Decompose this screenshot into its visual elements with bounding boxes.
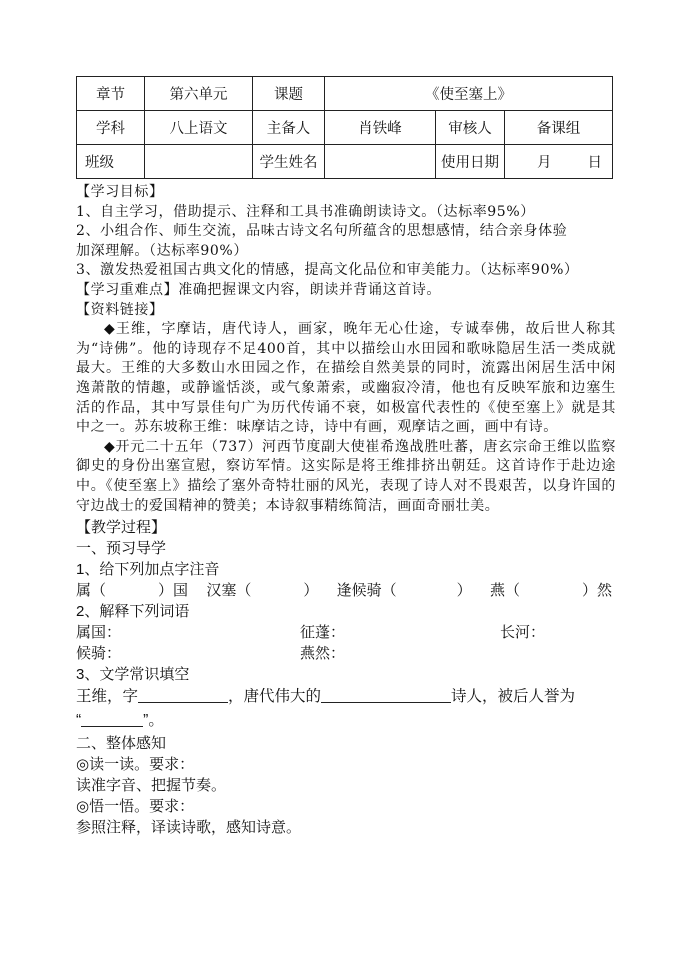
resource-paragraph-1: ◆王维，字摩诘，唐代诗人，画家，晚年无心仕途，专诚奉佛，故后世人称其为“诗佛”。他的诗现存不足400首，其中以描绘山水田园和歌咏隐居生活一类成就最大。王维的大多数山水田园之作，在描绘自然美景的同时，流露出闲居生活中闲逸萧散的情趣，或静谧恬淡，或气象萧索，或幽寂冷清，他也有反映军旅和边塞生活的作品，其中写景佳句广为历代传诵不衰，如极富代表性的《使至塞上》就是其中之一。苏东坡称王维：味摩诘之诗，诗中有画，观摩诘之画，画中有诗。 [76,321,616,436]
lesson-title: 《使至塞上》 [325,77,613,111]
literature-fill-line-1: 王维，字 ，唐代伟大的 诗人，被后人誉为 [76,688,576,706]
goals-heading: 【学习目标】 [76,184,164,200]
chapter-label: 章节 [77,77,145,111]
question-1-title: 1、给下列加点字注音 [76,561,220,579]
resource-paragraph-2: ◆开元二十五年（737）河西节度副大使崔希逸战胜吐蕃，唐玄宗命王维以监察御史的身份出塞宣慰，察访军情。这实际是将王维排挤出朝廷。这首诗作于赴边途中。《使至塞上》描绘了塞外奇特壮丽的风光，表现了诗人对不畏艰苦，以身许国的守边战士的爱国精神的赞美；本诗叙事精练简洁，画面奇丽壮美。 [76,438,616,514]
term-houji: 候骑： [76,645,122,663]
goal-2-line-1: 2、小组合作、师生交流，品味古诗文名句所蕴含的思想感情，结合亲身体验 [76,223,568,240]
question-3-title: 3、文学常识填空 [76,666,190,684]
month-label: 月 [537,155,552,171]
preparer-label: 主备人 [253,111,325,145]
class-field[interactable] [145,145,253,179]
key-points-heading: 【学习重难点】 [76,281,179,298]
term-changhe: 长河： [500,624,546,642]
think-requirement: 参照注释，译读诗歌，感知诗意。 [76,819,302,837]
read-requirement: 读准字音、把握节奏。 [76,777,227,795]
date-field[interactable] [505,145,613,179]
header-row-1 [77,77,613,111]
literature-fill-line-2: “ ”。 [76,712,164,730]
header-row-2 [77,111,613,145]
resources-heading: 【资料链接】 [76,301,164,318]
key-points [76,281,616,301]
lesson-label: 课题 [253,77,325,111]
worksheet-body [76,183,616,838]
read-title: ◎读一读。要求： [76,756,195,774]
chapter-value: 第六单元 [145,77,253,111]
question-2-title: 2、解释下列词语 [76,603,190,621]
pinyin-item-1: 属（ ）国 [76,582,189,600]
goal-3: 3、激发热爱祖国古典文化的情感，提高文化品位和审美能力。（达标率90%） [76,262,579,279]
blank-courtesy-name[interactable] [138,686,228,703]
goal-1: 1、自主学习，借助提示、注释和工具书准确朗读诗文。（达标率95%） [76,203,535,220]
think-title: ◎悟一悟。要求： [76,798,195,816]
process-section [76,517,616,838]
subject-label: 学科 [77,111,145,145]
vocab-row-2 [76,643,616,664]
subject-value: 八上语文 [145,111,253,145]
day-label: 日 [587,155,603,171]
term-zhengpeng: 征蓬： [300,624,346,642]
pinyin-row [76,580,612,601]
part-2-title: 二、整体感知 [76,735,167,753]
student-name-field[interactable] [325,145,436,179]
date-label: 使用日期 [436,145,505,179]
pinyin-item-2: 汉塞（ ） [206,582,319,600]
blank-poet-type[interactable] [321,686,451,703]
term-shuguo: 属国： [76,624,122,642]
process-heading: 【教学过程】 [76,519,167,537]
part-1-title: 一、预习导学 [76,540,167,558]
reviewer-label: 审核人 [436,111,505,145]
vocab-row-1 [76,622,616,643]
pinyin-item-3: 逢候骑（ ） [336,582,472,600]
class-label: 班级 [77,145,145,179]
header-row-3 [77,145,613,179]
header-table [76,76,613,179]
student-name-label: 学生姓名 [253,145,325,179]
pinyin-item-4: 燕（ ）然 [489,582,612,600]
key-points-text: 准确把握课文内容，朗读并背诵这首诗。 [178,281,442,298]
blank-honorific[interactable] [81,710,143,727]
preparer-value: 肖铁峰 [325,111,436,145]
term-yanran: 燕然： [300,645,346,663]
reviewer-value: 备课组 [505,111,613,145]
goal-2-line-2: 加深理解。（达标率90%） [76,242,248,259]
